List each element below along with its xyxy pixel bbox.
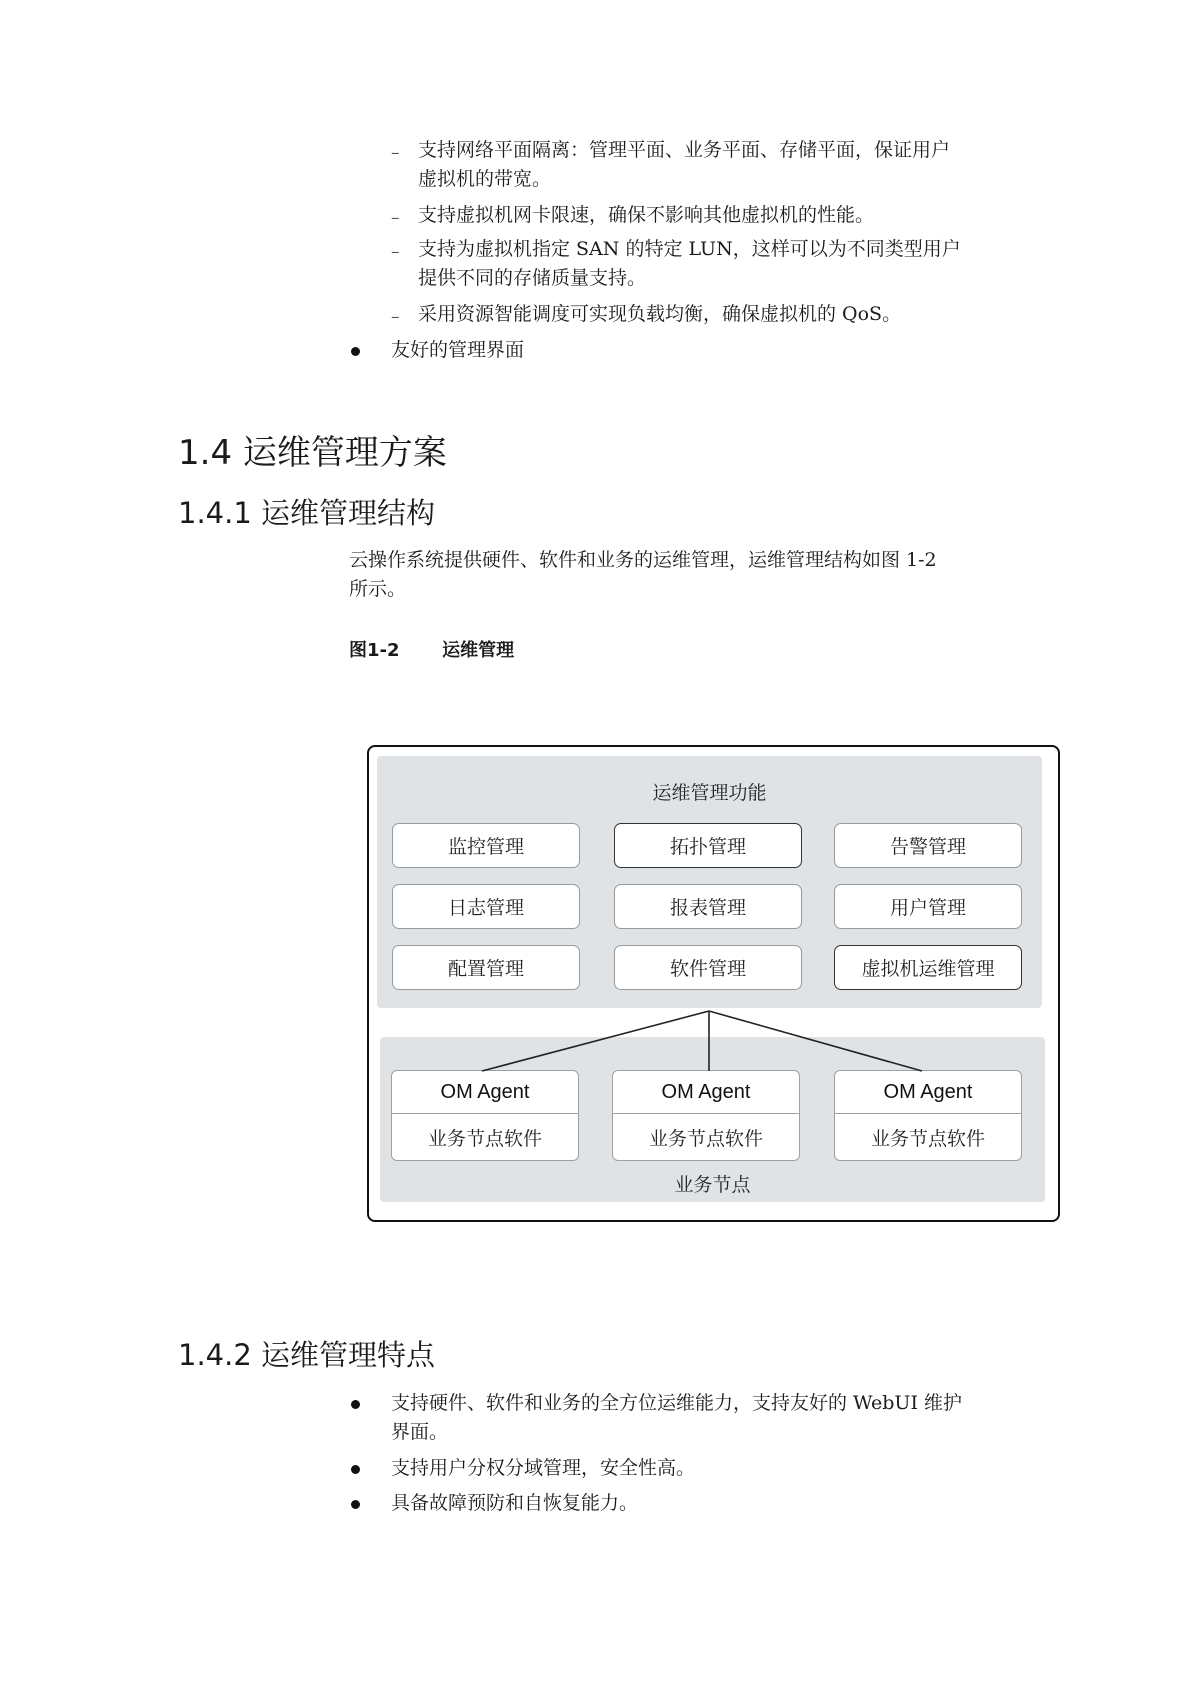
- function-topology: 拓扑管理: [614, 823, 802, 868]
- intro-paragraph: 云操作系统提供硬件、软件和业务的运维管理，运维管理结构如图 1-2 所示。: [349, 549, 937, 600]
- node-software-box: 业务节点软件: [834, 1114, 1022, 1161]
- dash-marker: –: [391, 307, 400, 327]
- service-nodes-title: 业务节点: [674, 1174, 751, 1196]
- connector-lines: [369, 747, 1062, 1224]
- connector-line-right: [709, 1011, 922, 1071]
- function-software: 软件管理: [614, 945, 802, 990]
- om-agent-box: OM Agent: [612, 1070, 800, 1114]
- om-functions-title: 运维管理功能: [652, 782, 767, 804]
- section-heading-1-4-1: 1.4.1 运维管理结构: [178, 496, 436, 530]
- figure-title: 运维管理: [442, 640, 515, 661]
- sub-list-item: 支持虚拟机网卡限速，确保不影响其他虚拟机的性能。: [418, 204, 875, 226]
- bullet-item: 友好的管理界面: [391, 339, 525, 361]
- figure-caption: [349, 636, 514, 662]
- node-software-box: 业务节点软件: [612, 1114, 800, 1161]
- bullet-item: 支持用户分权分域管理，安全性高。: [391, 1457, 696, 1479]
- function-user: 用户管理: [834, 884, 1022, 929]
- sub-list-item: 采用资源智能调度可实现负载均衡，确保虚拟机的 QoS。: [418, 303, 902, 325]
- section-heading-1-4: 1.4 运维管理方案: [178, 433, 447, 473]
- function-config: 配置管理: [392, 945, 580, 990]
- bullet-item: 支持硬件、软件和业务的全方位运维能力，支持友好的 WebUI 维护 界面。: [391, 1392, 962, 1443]
- bullet-icon: [351, 1400, 360, 1409]
- sub-list-item: 支持网络平面隔离：管理平面、业务平面、存储平面，保证用户 虚拟机的带宽。: [418, 139, 951, 190]
- om-agent-box: OM Agent: [834, 1070, 1022, 1114]
- bullet-icon: [351, 347, 360, 356]
- node-software-box: 业务节点软件: [391, 1114, 579, 1161]
- bullet-item: 具备故障预防和自恢复能力。: [391, 1492, 639, 1514]
- om-agent-box: OM Agent: [391, 1070, 579, 1114]
- section-heading-1-4-2: 1.4.2 运维管理特点: [178, 1338, 436, 1372]
- dash-marker: –: [391, 242, 400, 262]
- dash-marker: –: [391, 143, 400, 163]
- function-vm-om: 虚拟机运维管理: [834, 945, 1022, 990]
- function-monitoring: 监控管理: [392, 823, 580, 868]
- bullet-icon: [351, 1500, 360, 1509]
- bullet-icon: [351, 1465, 360, 1474]
- function-log: 日志管理: [392, 884, 580, 929]
- dash-marker: –: [391, 208, 400, 228]
- figure-number: 图1-2: [349, 640, 400, 661]
- connector-line-left: [482, 1011, 709, 1071]
- sub-list-item: 支持为虚拟机指定 SAN 的特定 LUN，这样可以为不同类型用户 提供不同的存储质量支持。: [418, 238, 961, 289]
- function-alarm: 告警管理: [834, 823, 1022, 868]
- om-architecture-diagram: [367, 745, 1060, 1222]
- function-report: 报表管理: [614, 884, 802, 929]
